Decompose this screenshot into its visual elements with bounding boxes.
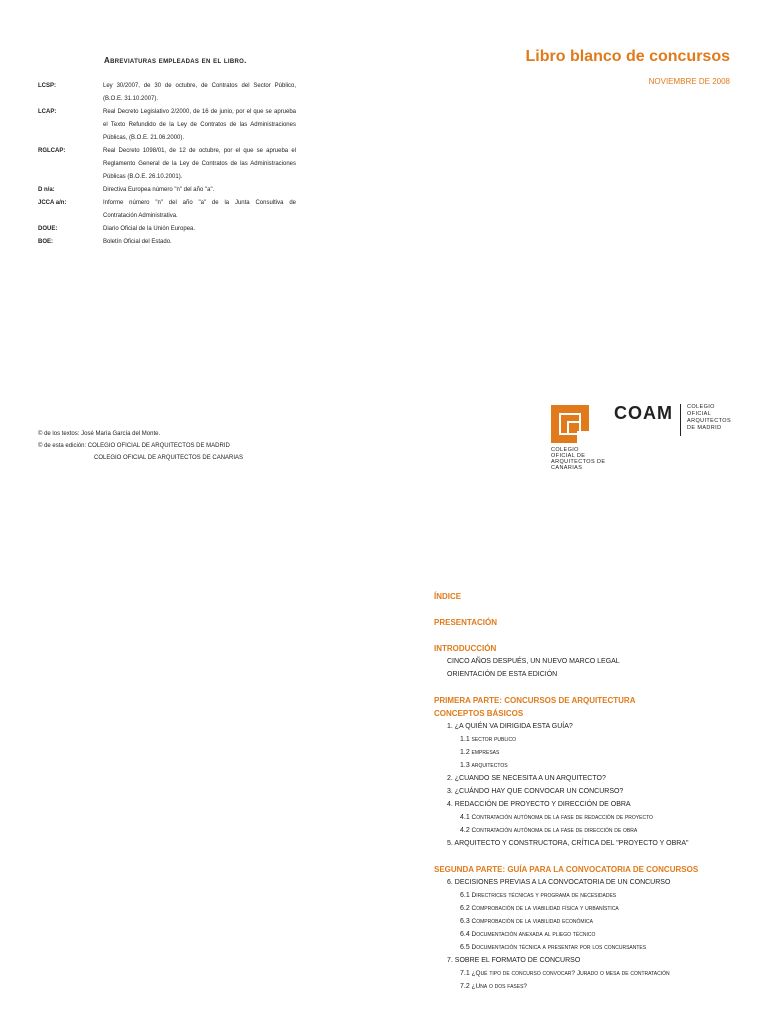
coam-logo-divider (680, 404, 681, 436)
abbreviation-description: Real Decreto Legislativo 2/2000, de 16 de junio, por el que se aprueba (103, 109, 296, 115)
abbreviation-key: D n/a: (38, 187, 55, 193)
abbreviation-row (38, 236, 296, 249)
toc-subitem-number: 1.3 (460, 762, 470, 769)
abbreviation-key (38, 171, 103, 184)
coam-logo-text (687, 404, 731, 432)
toc-subitem-label: Contratación autónoma de la fase de dirección de obra (471, 827, 638, 834)
toc-subitem[interactable] (434, 759, 734, 772)
toc-subitem-label: arquitectos (471, 762, 508, 769)
abbreviation-key: BOE: (38, 239, 53, 245)
abbreviation-key (38, 158, 103, 171)
abbreviation-row (38, 80, 296, 93)
abbreviation-description: Diario Oficial de la Unión Europea. (103, 226, 196, 232)
toc-part1-items (434, 720, 734, 850)
coam-logo-word: COAM (614, 403, 673, 423)
abbreviations-heading: Abreviaturas empleadas en el libro. (104, 56, 247, 65)
coam-logo-line: COLEGIO (687, 404, 715, 410)
toc-item[interactable]: 5. ARQUITECTO Y CONSTRUCTORA, CRÍTICA DEL "PROYECTO Y OBRA" (447, 840, 689, 847)
toc-item[interactable]: CINCO AÑOS DESPUÉS, UN NUEVO MARCO LEGAL (447, 658, 620, 665)
toc-subitem[interactable] (434, 733, 734, 746)
copyright-edition-canarias: COLEGIO OFICIAL DE ARQUITECTOS DE CANARIAS (94, 455, 244, 461)
toc-subitem-label: Comprobación de la viabilidad económica (471, 918, 593, 925)
coam-logo-line: OFICIAL (687, 411, 712, 417)
abbreviation-key (38, 93, 103, 106)
toc-subitem-number: 1.1 (460, 736, 470, 743)
toc-part1-subtitle: CONCEPTOS BÁSICOS (434, 709, 524, 718)
toc-subitem[interactable] (434, 941, 734, 954)
toc-item[interactable]: 6. DECISIONES PREVIAS A LA CONVOCATORIA DE UN CONCURSO (447, 879, 671, 886)
toc-subitem[interactable] (434, 915, 734, 928)
abbreviation-description: (B.O.E. 31.10.2007). (103, 96, 159, 102)
abbreviation-description: Boletín Oficial del Estado. (103, 239, 172, 245)
abbreviation-description: Informe número "n" del año "a" de la Junta Consultiva de (103, 200, 296, 206)
coam-logo (614, 404, 731, 436)
toc-part2-items (434, 876, 734, 993)
abbreviation-row (38, 184, 296, 197)
copyright-edition-madrid: COLEGIO OFICIAL DE ARQUITECTOS DE MADRID (87, 443, 230, 449)
abbreviation-description: Reglamento General de la Ley de Contratos de las Administraciones (103, 161, 296, 167)
toc-subitem[interactable] (434, 967, 734, 980)
toc-subitem-number: 4.1 (460, 814, 470, 821)
coac-logo-text (551, 447, 621, 471)
toc-subitem[interactable] (434, 902, 734, 915)
toc-item[interactable]: 2. ¿CUANDO SE NECESITA A UN ARQUITECTO? (447, 775, 606, 782)
toc-subitem-number: 6.4 (460, 931, 470, 938)
toc-item[interactable]: ORIENTACIÓN DE ESTA EDICIÓN (447, 671, 558, 678)
abbreviation-row (38, 223, 296, 236)
abbreviation-description: Públicas (B.O.E. 26.10.2001). (103, 174, 183, 180)
toc-subitem[interactable] (434, 980, 734, 993)
coac-logo (551, 405, 621, 471)
abbreviation-key: LCAP: (38, 109, 57, 115)
toc-introduccion[interactable]: INTRODUCCIÓN (434, 644, 497, 653)
abbreviation-description: Real Decreto 1098/01, de 12 de octubre, por el que se aprueba el (103, 148, 296, 154)
toc-intro-items (434, 655, 734, 681)
toc-presentacion[interactable]: PRESENTACIÓN (434, 618, 497, 627)
toc-subitem[interactable] (434, 824, 734, 837)
toc-subitem-label: Documentación técnica a presentar por los concursantes (471, 944, 647, 951)
abbreviation-row (38, 210, 296, 223)
toc-subitem-label: sector publico (471, 736, 517, 743)
toc-subitem-label: ¿Qué tipo de concurso convocar? Jurado o mesa de contratación (471, 970, 670, 977)
toc-subitem-number: 6.2 (460, 905, 470, 912)
toc-indice[interactable]: ÍNDICE (434, 592, 462, 601)
toc-subitem-label: Comprobación de la viabilidad física y urbanística (471, 905, 619, 912)
toc-part1-title[interactable]: PRIMERA PARTE: CONCURSOS DE ARQUITECTURA (434, 696, 636, 705)
abbreviation-description: el Texto Refundido de la Ley de Contratos de las Administraciones (103, 122, 296, 128)
abbreviation-key (38, 132, 103, 145)
coam-logo-line: ARQUITECTOS (687, 418, 732, 424)
toc-subitem-number: 6.5 (460, 944, 470, 951)
toc-subitem-label: ¿Una o dos fases? (471, 983, 528, 990)
abbreviation-row (38, 106, 296, 119)
abbreviation-key (38, 119, 103, 132)
toc-subitem-label: Documentación anexada al pliego técnico (471, 931, 596, 938)
toc-subitem[interactable] (434, 889, 734, 902)
toc-subitem[interactable] (434, 811, 734, 824)
coac-logo-mark (551, 405, 589, 443)
abbreviation-key (38, 210, 103, 223)
abbreviation-row (38, 197, 296, 210)
coam-logo-line: DE MADRID (687, 425, 722, 431)
toc-subitem-number: 1.2 (460, 749, 470, 756)
abbreviation-description: Contratación Administrativa. (103, 213, 178, 219)
toc-subitem[interactable] (434, 746, 734, 759)
coac-logo-line: OFICIAL DE (551, 453, 586, 459)
abbreviation-description: Directiva Europea número "n" del año "a". (103, 187, 215, 193)
abbreviation-row (38, 132, 296, 145)
copyright-edition-label: © de esta edición: (38, 443, 87, 449)
abbreviation-row (38, 158, 296, 171)
coac-logo-line: CANARIAS (551, 465, 583, 471)
toc-subitem-label: empresas (471, 749, 500, 756)
coac-logo-line: COLEGIO (551, 447, 579, 453)
toc-subitem-label: Contratación autónoma de la fase de redacción de proyecto (471, 814, 653, 821)
toc-subitem-number: 7.2 (460, 983, 470, 990)
copyright-block (38, 428, 243, 464)
toc-subitem-number: 6.3 (460, 918, 470, 925)
toc-item[interactable]: 4. REDACCIÓN DE PROYECTO Y DIRECCIÓN DE OBRA (447, 801, 631, 808)
toc-subitem-number: 6.1 (460, 892, 470, 899)
abbreviation-row (38, 119, 296, 132)
coac-logo-line: ARQUITECTOS DE (551, 459, 606, 465)
abbreviation-description: Ley 30/2007, de 30 de octubre, de Contratos del Sector Público, (103, 83, 296, 89)
toc-item[interactable]: 1. ¿A QUIÉN VA DIRIGIDA ESTA GUÍA? (447, 723, 573, 730)
toc-item[interactable]: 7. SOBRE EL FORMATO DE CONCURSO (447, 957, 581, 964)
abbreviation-description: Públicas, (B.O.E. 21.06.2000). (103, 135, 185, 141)
abbreviation-row (38, 171, 296, 184)
abbreviation-key: DOUE: (38, 226, 58, 232)
toc-subitem[interactable] (434, 928, 734, 941)
abbreviations-list (38, 80, 296, 249)
document-title: Libro blanco de concursos (525, 48, 730, 65)
abbreviation-key: LCSP: (38, 83, 56, 89)
toc-subitem-number: 4.2 (460, 827, 470, 834)
toc-subitem-label: Directrices técnicas y programa de necesidades (471, 892, 617, 899)
toc-part2-title[interactable]: SEGUNDA PARTE: GUÍA PARA LA CONVOCATORIA DE CONCURSOS (434, 865, 699, 874)
copyright-texts: © de los textos: José María García del Monte. (38, 431, 161, 437)
abbreviation-row (38, 93, 296, 106)
toc-item[interactable]: 3. ¿CUÁNDO HAY QUE CONVOCAR UN CONCURSO? (447, 788, 624, 795)
abbreviation-key: RGLCAP: (38, 148, 66, 154)
abbreviation-key: JCCA a/n: (38, 200, 67, 206)
document-date: NOVIEMBRE DE 2008 (648, 77, 730, 86)
toc-subitem-number: 7.1 (460, 970, 470, 977)
abbreviation-row (38, 145, 296, 158)
table-of-contents (434, 590, 734, 993)
